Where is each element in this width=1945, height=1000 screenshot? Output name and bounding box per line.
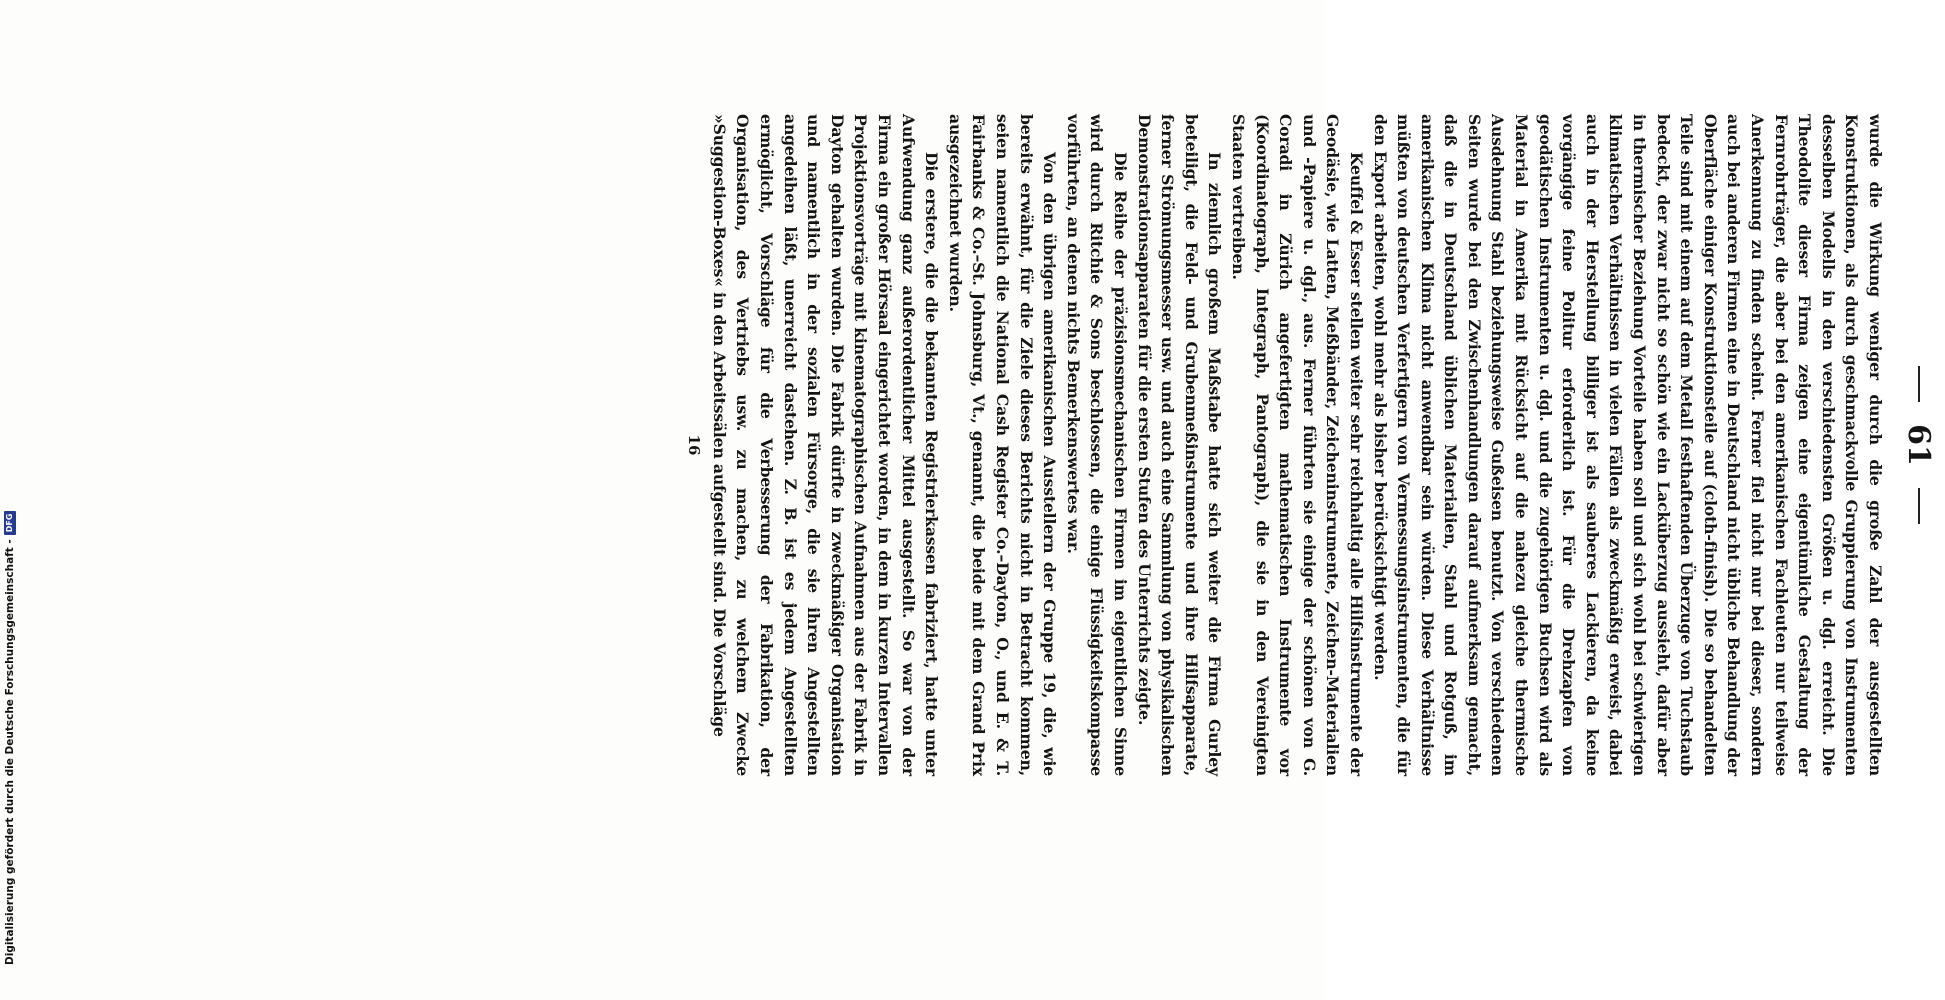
header-rule-left — [1918, 366, 1920, 402]
book-page — [685, 100, 1945, 790]
dfg-label-row — [0, 5, 20, 965]
paragraph: Die erstere, die die bekannten Registrierkassen fabriziert, hatte unter Aufwendung ganz außerordentlicher Mittel ausgestellt. So war von der Firma ein großer Hörsaal eingerichtet worden, in dem in kurzen Intervallen Projektionsvorträge mit kinematographischen Aufnahmen aus der Fabrik in Dayton gehalten wurden. Die Fabrik dürfte in zweckmäßiger Organisation und namentlich in der sozialen Fürsorge, die sie ihren Angestellten angedeihen läßt, unerreicht dastehen. Z. B. ist es jedem Angestellten ermöglicht, Vorschläge für die Verbesserung der Fabrikation, der Organisation, des Vertriebs usw. zu machen, zu welchem Zwecke »Suggestion-Boxes« in den Arbeitssälen aufgestellt sind. Die Vorschläge — [709, 114, 942, 776]
dfg-stamp — [0, 0, 20, 1000]
signature-mark: 16 — [685, 434, 704, 456]
paragraph: In ziemlich großem Maßstabe hatte sich weiter die Firma Gurley beteiligt, die Feld- und Grubenmeßinstrumente und ihre Hilfsapparate, ferner Strömungsmesser usw. und auch eine Sammlung von physikalischen Demonstrationsapparaten für die ersten Stufen des Unterrichts zeigte. — [1134, 114, 1225, 776]
paragraph: Keuffel & Esser stellen weiter sehr reichhaltig alle Hilfsinstrumente der Geodäsie, wie Latten, Meßbänder, Zeicheninstrumente, Zeichen-Materialien und -Papiere u. dgl., aus. Ferner führten sie einige der schönen von G. Coradi in Zürich angefertigten mathematischen Instrumente vor (Koordinatograph, Integraph, Pantograph), die sie in den Vereinigten Staaten vertreiben. — [1228, 114, 1366, 776]
dfg-logo-icon: DFG — [4, 511, 16, 536]
paragraph: Von den übrigen amerikanischen Ausstellern der Gruppe 19, die, wie bereits erwähnt, für die Ziele dieses Berichts nicht in Betracht kommen, seien namentlich die National Cash Register Co.–Dayton, O., und E. & T. Fairbanks & Co.–St. Johnsburg, Vt., genannt, die beide mit dem Grand Prix ausgezeichnet wurden. — [945, 114, 1060, 776]
dfg-credit-text: Digitalisierung gefördert durch die Deutsche Forschungsgemeinschaft - — [4, 539, 16, 965]
body-text — [707, 100, 1893, 790]
paragraph: wurde die Wirkung weniger durch die große Zahl der ausgestellten Konstruktionen, als durch geschmackvolle Gruppierung von Instrumenten desselben Modells in den verschiedensten Größen u. dgl. erreicht. Die Theodolite dieser Firma zeigen eine eigentümliche Gestaltung der Fernrohrträger, die aber bei den amerikanischen Fachleuten nur teilweise Anerkennung zu finden scheint. Ferner fiel nicht nur bei dieser, sondern auch bei anderen Firmen eine in Deutschland nicht übliche Behandlung der Oberfläche einiger Konstruktionsteile auf (cloth-finish). Die so behandelten Teile sind mit einem auf dem Metall festhaftenden Überzuge von Tuchstaub bedeckt, der zwar nicht so schön wie ein Lacküberzug aussieht, dafür aber in thermischer Beziehung Vorteile haben soll und sich wohl bei schwierigen klimatischen Verhältnissen in vielen Fällen als zweckmäßig erweist, dabei auch in der Herstellung billiger ist als sauberes Lackieren, da keine vorgängige feine Politur erforderlich ist. Für die Drehzapfen von geodätischen Instrumenten u. dgl. und die zugehörigen Buchsen wird als Material in Amerika mit Rücksicht auf die nahezu gleiche thermische Ausdehnung Stahl beziehungsweise Gußeisen benutzt. Von verschiedenen Seiten wurde bei den Zwischenhandlungen darauf aufmerksam gemacht, daß die in Deutschland üblichen Materialien, Stahl und Rotguß, im amerikanischen Klima nicht anwendbar sein würden. Diese Verhältnisse müßten von deutschen Verfertigern von Vermessungsinstrumenten, die für den Export arbeiten, wohl mehr als bisher berücksichtigt werden. — [1370, 114, 1885, 776]
paragraph: Die Reihe der präzisionsmechanischen Firmen im eigentlichen Sinne wird durch Ritchie & Sons beschlossen, die einige Flüssigkeitskompasse vorführten, an denen nichts Bemerkenswertes war. — [1063, 114, 1130, 776]
header-rule-right — [1918, 488, 1920, 524]
page-number: 61 — [1901, 424, 1937, 466]
page-header — [1893, 100, 1945, 790]
